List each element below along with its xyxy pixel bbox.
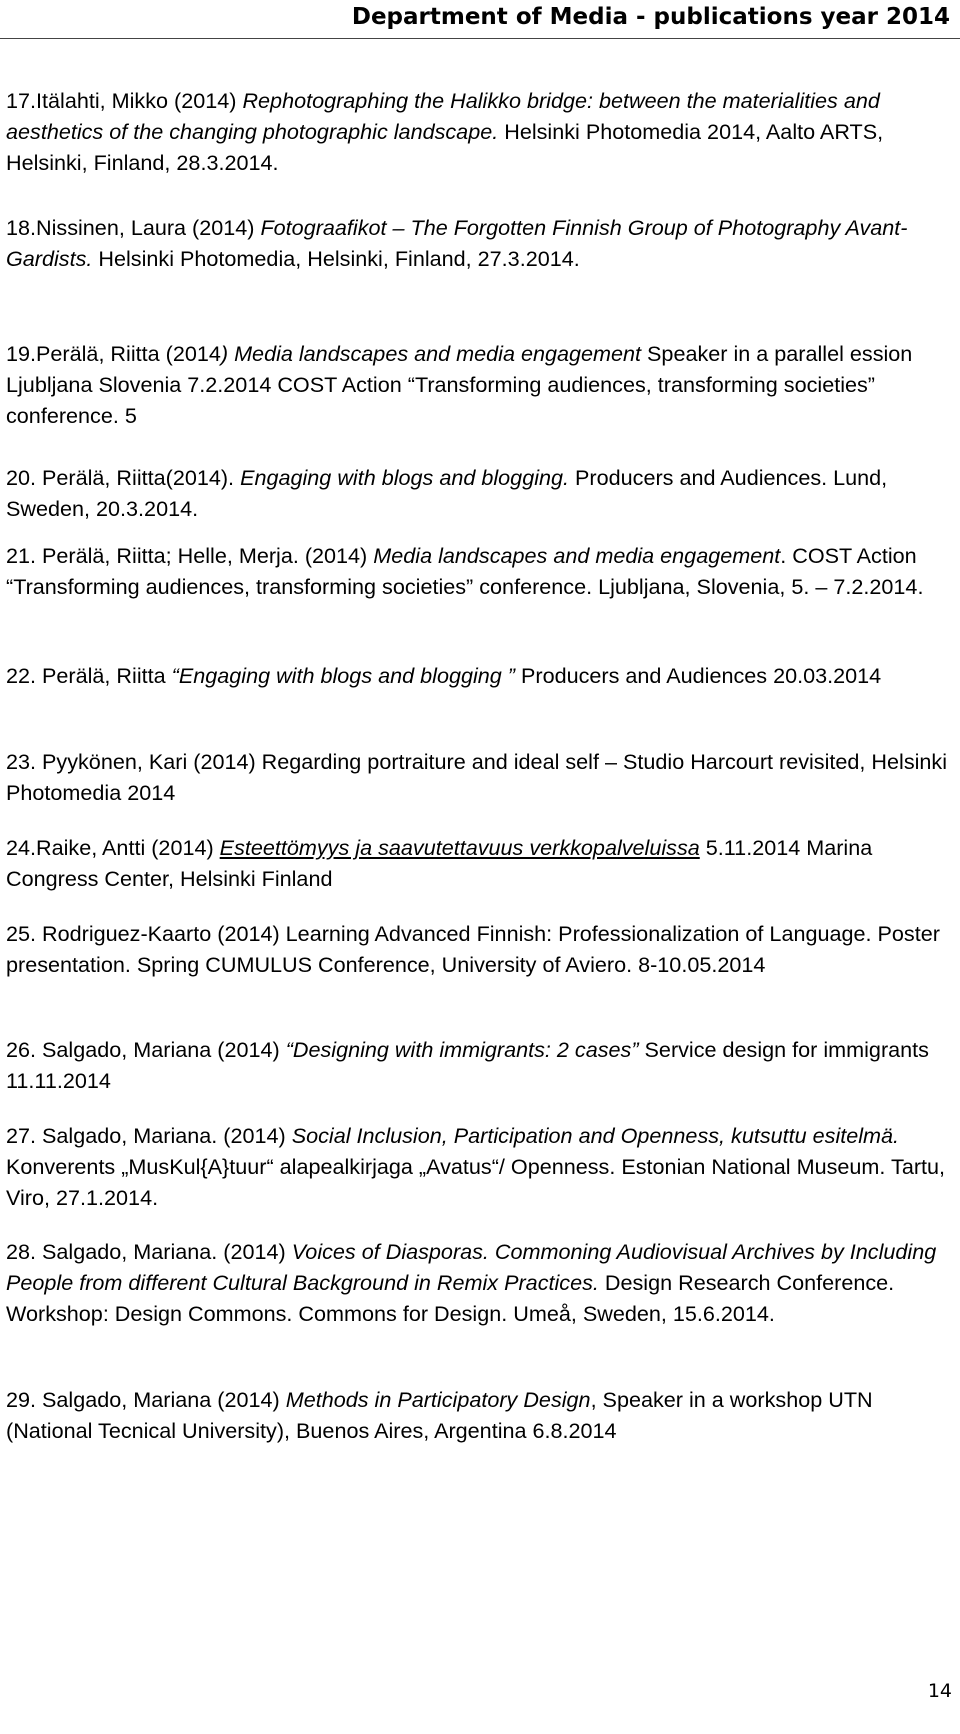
publication-entry-19 <box>6 338 952 431</box>
publication-entry-22 <box>6 660 952 691</box>
entry-author: 26. Salgado, Mariana (2014) <box>6 1037 286 1062</box>
entry-title: Social Inclusion, Participation and Openness, kutsuttu esitelmä. <box>291 1123 900 1148</box>
entry-details: Producers and Audiences. Lund, Sweden, 20.3.2014. <box>6 465 888 521</box>
entry-details: Helsinki Photomedia 2014, Aalto ARTS, Helsinki, Finland, 28.3.2014. <box>6 119 884 175</box>
publication-entry-28 <box>6 1236 952 1329</box>
entry-title: Media landscapes and media engagement <box>373 543 781 568</box>
entry-author: 24.Raike, Antti (2014) <box>6 835 220 860</box>
entry-text: 23. Pyykönen, Kari (2014) Regarding portraiture and ideal self – Studio Harcourt revisited, Helsinki Photomedia 2014 <box>6 749 948 805</box>
entry-details: Producers and Audiences 20.03.2014 <box>514 663 882 688</box>
publication-entry-25 <box>6 918 952 980</box>
entry-details: Konverents „MusKul{A}tuur“ alapealkirjaga „Avatus“/ Openness. Estonian National Museum. Tartu, Viro, 27.1.2014. <box>6 1154 946 1210</box>
entry-details: . COST Action “Transforming audiences, transforming societies” conference. Ljubljana, Slovenia, 5. – 7.2.2014. <box>6 543 924 599</box>
entry-text: 25. Rodriguez-Kaarto (2014) Learning Advanced Finnish: Professionalization of Language. Poster presentation. Spring CUMULUS Conference, University of Aviero. 8-10.05.2014 <box>6 921 940 977</box>
entry-details: Service design for immigrants 11.11.2014 <box>6 1037 929 1093</box>
entry-details: , Speaker in a workshop UTN (National Tecnical University), Buenos Aires, Argentina 6.8.2014 <box>6 1387 873 1443</box>
entry-details: 5.11.2014 Marina Congress Center, Helsinki Finland <box>6 835 873 891</box>
entry-title: “Designing with immigrants: 2 cases” <box>285 1037 639 1062</box>
publication-entry-29 <box>6 1384 952 1446</box>
entry-author: 29. Salgado, Mariana (2014) <box>6 1387 286 1412</box>
publication-entry-24 <box>6 832 952 894</box>
entry-title: Fotograafikot – The Forgotten Finnish Group of Photography Avant-Gardists. <box>6 215 908 271</box>
entry-author: 22. Perälä, Riitta <box>6 663 172 688</box>
entry-title: “Engaging with blogs and blogging ” <box>171 663 515 688</box>
entry-author: 28. Salgado, Mariana. (2014) <box>6 1239 292 1264</box>
publication-entry-20 <box>6 462 952 524</box>
entry-author: 27. Salgado, Mariana. (2014) <box>6 1123 292 1148</box>
entry-author: 19.Perälä, Riitta (2014 <box>6 341 221 366</box>
entry-title: Voices of Diasporas. Commoning Audiovisual Archives by Including People from different Cultural Background in Remix Practices. <box>6 1239 937 1295</box>
publication-entry-27 <box>6 1120 952 1213</box>
entry-details: Speaker in a parallel ession Ljubljana Slovenia 7.2.2014 COST Action “Transforming audiences, transforming societies” conference. 5 <box>6 341 913 428</box>
page-header-title: Department of Media - publications year 2014 <box>351 4 950 30</box>
entry-title: Rephotographing the Halikko bridge: between the materialities and aesthetics of the changing photographic landscape. <box>6 88 880 144</box>
publication-entry-21 <box>6 540 952 602</box>
entry-author: 21. Perälä, Riitta; Helle, Merja. (2014) <box>6 543 374 568</box>
publication-entry-26 <box>6 1034 952 1096</box>
entry-author: 17.Itälahti, Mikko (2014) <box>6 88 243 113</box>
publication-entry-17 <box>6 85 952 178</box>
entry-title: Engaging with blogs and blogging. <box>240 465 570 490</box>
publication-entry-18 <box>6 212 952 274</box>
page-number: 14 <box>927 1680 952 1702</box>
entry-author: 18.Nissinen, Laura (2014) <box>6 215 261 240</box>
entry-author: 20. Perälä, Riitta(2014). <box>6 465 241 490</box>
entry-details: Helsinki Photomedia, Helsinki, Finland, 27.3.2014. <box>92 246 580 271</box>
entry-title: Methods in Participatory Design <box>285 1387 591 1412</box>
entry-details: Design Research Conference. Workshop: Design Commons. Commons for Design. Umeå, Sweden, 15.6.2014. <box>6 1270 895 1326</box>
entry-title: Esteettömyys ja saavutettavuus verkkopalveluissa <box>219 835 700 860</box>
publication-entry-23 <box>6 746 952 808</box>
header-divider <box>0 38 960 39</box>
entry-title: ) Media landscapes and media engagement <box>220 341 642 366</box>
